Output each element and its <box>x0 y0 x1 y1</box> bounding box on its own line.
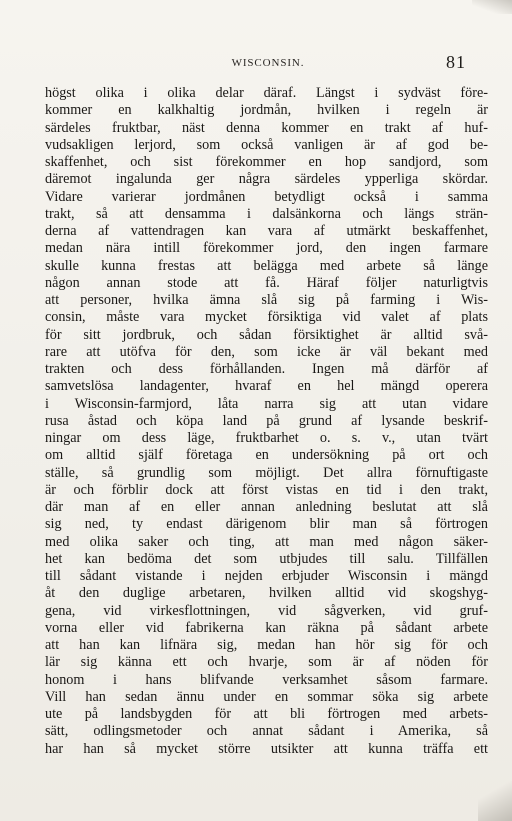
text-line: rare att utöfva för den, som icke är väl bekant med <box>45 343 488 360</box>
page-corner-shadow <box>472 0 512 14</box>
text-line: däremot ingalunda ger några särdeles ypperliga skördar. <box>45 171 488 188</box>
text-line: där man af en eller annan anledning beslutat att slå <box>45 499 488 515</box>
text-line: sätt, odlingsmetoder och annat sådant i Amerika, så <box>45 723 488 740</box>
text-line: i Wisconsin-farmjord, låta narra sig att utan vidare <box>45 395 488 412</box>
text-line: sig ned, ty endast därigenom blir man så förtrogen <box>45 516 488 533</box>
text-line: åt den duglige arbetaren, hvilken alltid vid skogshyg- <box>45 585 488 602</box>
text-line: lär sig känna ett och hvarje, som är af nöden för <box>45 654 488 671</box>
text-line: för sitt jordbruk, och sådan försiktighet är alltid svå- <box>45 326 488 343</box>
text-line: trakt, så att densamma i dalsänkorna och längs strän- <box>45 205 488 222</box>
text-line: trakten och dess förhållanden. Ingen må därför af <box>45 361 488 377</box>
text-line: het kan bedöma det som utbjudes till salu. Tillfällen <box>45 550 488 567</box>
text-line: har han så mycket större utsikter att kunna träffa ett <box>45 740 488 757</box>
text-line: gena, vid virkesflottningen, vid sågverken, vid gruf- <box>45 602 488 619</box>
text-line: vorna eller vid fabrikerna kan räkna på sådant arbete <box>45 619 488 636</box>
text-line: rusa åstad och köpa land på grund af lysande beskrif- <box>45 412 488 429</box>
text-line: kommer en kalkhaltig jordmån, hvilken i regeln är <box>45 102 488 119</box>
text-line: consin, måste vara mycket försiktiga vid valet af plats <box>45 309 488 326</box>
text-line: att personer, hvilka ämna slå sig på farming i Wis- <box>45 292 488 308</box>
text-line: högst olika i olika delar däraf. Längst i sydväst före- <box>45 85 488 101</box>
running-title: WISCONSIN. <box>231 57 305 69</box>
text-line: Vill han sedan ännu under en sommar söka sig arbete <box>45 688 488 705</box>
text-line: är och förblir dock att först vistas en tid i den trakt, <box>45 481 488 498</box>
text-line: medan nära intill förekommer jord, den ingen farmare <box>45 240 488 257</box>
page-header <box>44 50 492 76</box>
text-line: skulle kunna frestas att belägga med arbete så länge <box>45 257 488 274</box>
text-line: samvetslösa landagenter, hvaraf en hel mängd operera <box>45 378 488 395</box>
text-line: att han kan lifnära sig, medan han hör sig för och <box>45 637 488 653</box>
text-line: ställe, så grundlig som möjligt. Det allra förnuftigaste <box>45 464 488 481</box>
page-number: 81 <box>446 52 466 72</box>
text-line: honom i hans blifvande verksamhet såsom farmare. <box>45 671 488 688</box>
text-line: någon annan stode att få. Häraf följer naturligtvis <box>45 274 488 291</box>
text-line: med olika saker och ting, att man med någon säker- <box>45 533 488 550</box>
text-line: Vidare varierar jordmånen betydligt också i samma <box>45 188 488 205</box>
body-text <box>45 85 488 758</box>
text-line: särdeles fruktbar, näst denna kommer en trakt af huf- <box>45 119 488 136</box>
text-line: vudsakligen lerjord, som också vanligen är af god be- <box>45 136 488 153</box>
text-line: derna af vattendragen kan vara af utmärkt beskaffenhet, <box>45 223 488 239</box>
text-line: om alltid själf företaga en undersökning på ort och <box>45 447 488 464</box>
text-line: skaffenhet, och sist förekommer en hop sandjord, som <box>45 154 488 170</box>
text-line: till sådant vistande i nejden erbjuder Wisconsin i mängd <box>45 568 488 584</box>
text-line: ute på landsbygden för att bli förtrogen med arbets- <box>45 706 488 722</box>
text-line: ningar om dess läge, fruktbarhet o. s. v., utan tvärt <box>45 430 488 446</box>
page-corner-shadow <box>478 781 512 821</box>
